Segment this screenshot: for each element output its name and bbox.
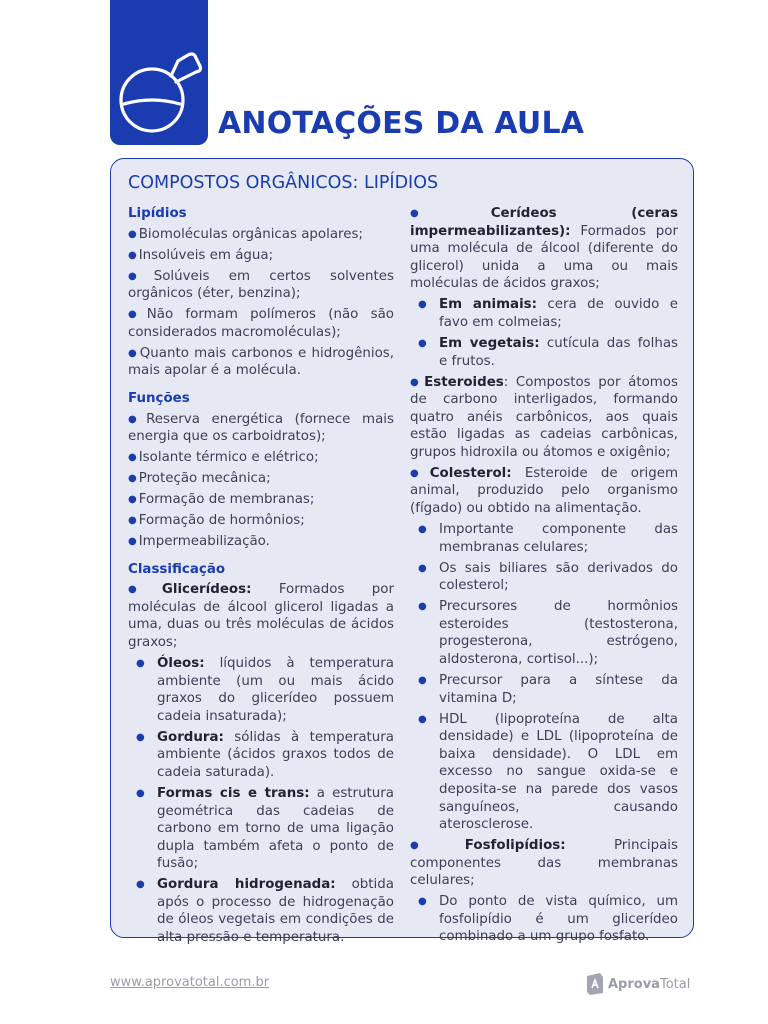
notes-panel xyxy=(110,158,694,946)
bullet-icon: ● xyxy=(410,840,463,852)
list-item: ● Solúveis em certos solventes orgânicos (éter, benzina); xyxy=(128,268,395,302)
bullet-icon: ● xyxy=(128,228,137,240)
list-item-fosfolipidios: ● Fosfolipídios: Principais componentes das membranas celulares; xyxy=(410,838,678,889)
sub-list-item: ● Em vegetais: cutícula das folhas e frutos. xyxy=(418,335,678,369)
bullet-icon: ● xyxy=(418,896,427,908)
bullet-icon: ● xyxy=(418,713,427,725)
bullet-icon: ● xyxy=(410,208,489,219)
list-item: ● Não formam polímeros (não são considerados macromoléculas); xyxy=(128,307,394,340)
bullet-icon: ● xyxy=(128,473,137,485)
bullet-icon: ● xyxy=(410,376,423,388)
footer-brand-name: AprovaTotal xyxy=(608,976,691,992)
bullet-icon: ● xyxy=(418,601,427,613)
bullet-icon: ● xyxy=(418,674,427,686)
list-item: ● Reserva energética (fornece mais energia que os carboidratos); xyxy=(128,411,394,445)
section-heading-classificacao: Classificação xyxy=(128,561,226,577)
list-item: ● Biomoléculas orgânicas apolares; xyxy=(128,226,363,242)
bullet-icon: ● xyxy=(128,494,137,506)
bullet-icon: ● xyxy=(418,299,427,311)
section-heading-funcoes: Funções xyxy=(128,390,190,406)
sub-list-item: ● Os sais biliares são derivados do colesterol; xyxy=(418,560,678,594)
bullet-icon: ● xyxy=(418,337,427,349)
bullet-icon: ● xyxy=(128,249,137,261)
bullet-icon: ● xyxy=(128,584,160,596)
list-item-esteroides: ● Esteroides: Compostos por átomos de carbono interligados, formando quatro anéis carbônicos, aos quais estão ligadas as cadeias carbônicas, grupos hidroxila ou átomos e oxigênio; xyxy=(410,374,678,460)
sub-list-item: ● Precursor para a síntese da vitamina D; xyxy=(418,672,678,706)
bullet-icon: ● xyxy=(410,467,428,479)
sub-list-item: ● Gordura: sólidas à temperatura ambiente (ácidos graxos todos de cadeia saturada). xyxy=(136,729,394,780)
page-title: ANOTAÇÕES DA AULA xyxy=(218,106,585,141)
bullet-icon: ● xyxy=(136,879,145,891)
panel-title: COMPOSTOS ORGÂNICOS: LIPÍDIOS xyxy=(128,173,439,193)
list-item: ● Proteção mecânica; xyxy=(128,471,271,487)
sub-list-item: ● Gordura hidrogenada: obtida após o processo de hidrogenação de óleos vegetais em condições de alta pressão e temperatura. xyxy=(136,877,394,946)
bullet-icon: ● xyxy=(136,657,145,669)
section-heading-lipidios: Lipídios xyxy=(128,206,187,221)
aprovatotal-logo-icon xyxy=(586,972,604,996)
header-icon-tab xyxy=(110,0,208,145)
footer-website-link[interactable]: www.aprovatotal.com.br xyxy=(110,975,270,990)
sub-list-item: ● Precursores de hormônios esteroides (testosterona, progesterona, estrógeno, aldosterona, cortisol...); xyxy=(418,599,678,667)
list-item: ● Impermeabilização. xyxy=(128,534,270,550)
list-item-glicerideos: ● Glicerídeos: Formados por moléculas de álcool glicerol ligadas a uma, duas ou três moléculas de ácidos graxos; xyxy=(128,582,394,650)
bullet-icon: ● xyxy=(128,452,137,464)
left-column xyxy=(128,205,394,950)
bullet-icon: ● xyxy=(128,515,137,527)
list-item-cerideos: ● Cerídeos (ceras impermeabilizantes): Formados por uma molécula de álcool (diferente do glicerol) unida a uma ou mais moléculas de ácidos graxos; xyxy=(410,206,678,292)
bullet-icon: ● xyxy=(418,562,427,574)
bullet-icon: ● xyxy=(136,731,145,743)
bullet-icon: ● xyxy=(128,536,137,548)
bullet-icon: ● xyxy=(418,524,427,536)
bullet-icon: ● xyxy=(128,270,152,282)
bullet-icon: ● xyxy=(136,787,145,799)
sub-list-item: ● Importante componente das membranas celulares; xyxy=(418,522,678,555)
list-item: ● Formação de hormônios; xyxy=(128,513,305,529)
bullet-icon: ● xyxy=(128,309,145,321)
list-item: ● Quanto mais carbonos e hidrogênios, mais apolar é a molécula. xyxy=(128,345,394,379)
list-item: ● Isolante térmico e elétrico; xyxy=(128,450,319,466)
sub-list-item: ● Óleos: líquidos à temperatura ambiente (um ou mais ácido graxos do glicerídeo possuem cadeia insaturada); xyxy=(136,655,394,724)
list-item: ● Insolúveis em água; xyxy=(128,247,274,263)
list-item-colesterol: ● Colesterol: Esteroide de origem animal, produzido pelo organismo (fígado) ou obtido na alimentação. xyxy=(410,465,679,517)
right-column xyxy=(410,205,678,949)
bullet-icon: ● xyxy=(128,347,138,359)
flask-icon xyxy=(116,52,206,138)
sub-list-item: ● Em animais: cera de ouvido e favo em colmeias; xyxy=(418,297,678,330)
sub-list-item: ● HDL (lipoproteína de alta densidade) e LDL (lipoproteína de baixa densidade). O LDL em excesso no sangue oxida-se e deposita-se na parede dos vasos sanguíneos, causando aterosclerose. xyxy=(418,711,678,833)
list-item: ● Formação de membranas; xyxy=(128,492,315,508)
bullet-icon: ● xyxy=(128,413,145,425)
sub-list-item: ● Do ponto de vista químico, um fosfolipídio é um glicerídeo combinado a um grupo fosfato. xyxy=(418,894,678,945)
footer-brand-logo xyxy=(586,972,690,996)
sub-list-item: ● Formas cis e trans: a estrutura geométrica das cadeias de carbono em torno de uma ligação dupla também afeta o ponto de fusão; xyxy=(136,785,394,872)
